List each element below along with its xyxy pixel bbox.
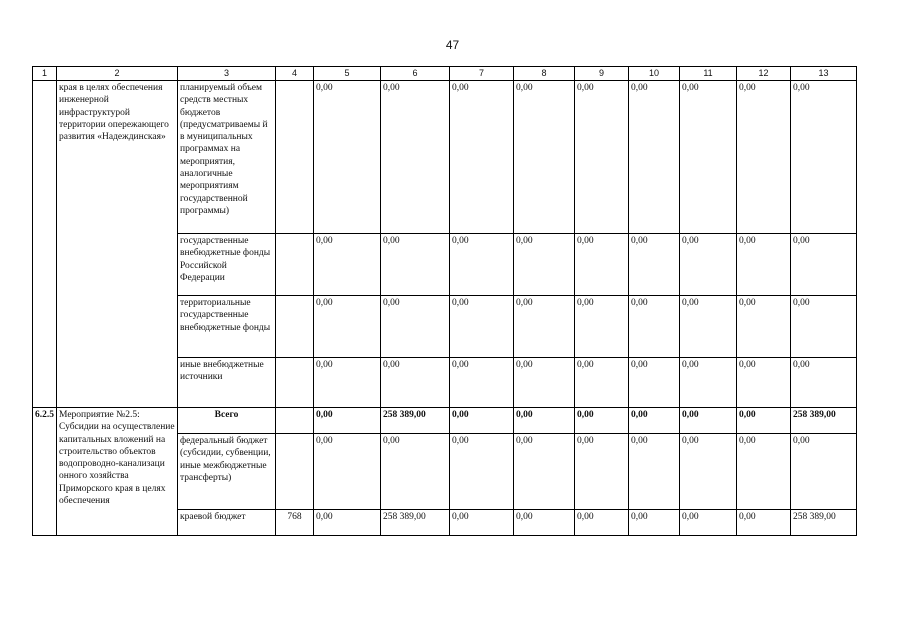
value-cell: 0,00 — [514, 81, 575, 234]
value-cell: 0,00 — [629, 408, 680, 434]
value-cell: 0,00 — [680, 81, 737, 234]
funding-source-cell: Всего — [178, 408, 276, 434]
value-cell: 0,00 — [680, 434, 737, 510]
value-cell: 258 389,00 — [791, 408, 857, 434]
table-row-total — [33, 408, 857, 434]
value-cell: 0,00 — [629, 81, 680, 234]
item-id-cell — [33, 81, 57, 408]
value-cell: 0,00 — [737, 358, 791, 408]
value-cell: 0,00 — [575, 408, 629, 434]
budget-code-cell — [276, 434, 314, 510]
value-cell: 258 389,00 — [791, 510, 857, 536]
value-cell: 0,00 — [791, 358, 857, 408]
value-cell: 0,00 — [314, 408, 381, 434]
item-id-cell: 6.2.5 — [33, 408, 57, 536]
budget-code-cell — [276, 296, 314, 358]
column-number: 1 — [33, 67, 57, 81]
value-cell: 0,00 — [450, 296, 514, 358]
value-cell: 258 389,00 — [381, 408, 450, 434]
value-cell: 0,00 — [314, 296, 381, 358]
item-name-cell: края в целях обеспечения инженерной инфраструктурой территории опережающего развития «Надеждинская» — [57, 81, 178, 408]
value-cell: 0,00 — [737, 81, 791, 234]
funding-source-cell: планируемый объем средств местных бюджетов (предусматриваемы й в муниципальных программах на мероприятия, аналогичные мероприятиям государственной программы) — [178, 81, 276, 234]
value-cell: 0,00 — [314, 510, 381, 536]
budget-table — [32, 66, 857, 536]
column-number: 5 — [314, 67, 381, 81]
value-cell: 0,00 — [514, 234, 575, 296]
budget-code-cell: 768 — [276, 510, 314, 536]
value-cell: 0,00 — [381, 296, 450, 358]
value-cell: 0,00 — [450, 81, 514, 234]
value-cell: 0,00 — [514, 358, 575, 408]
funding-source-cell: иные внебюджетные источники — [178, 358, 276, 408]
budget-code-cell — [276, 358, 314, 408]
value-cell: 0,00 — [680, 358, 737, 408]
value-cell: 0,00 — [514, 510, 575, 536]
value-cell: 0,00 — [575, 434, 629, 510]
column-number: 9 — [575, 67, 629, 81]
value-cell: 0,00 — [514, 408, 575, 434]
budget-code-cell — [276, 81, 314, 234]
value-cell: 258 389,00 — [381, 510, 450, 536]
value-cell: 0,00 — [381, 434, 450, 510]
column-number: 3 — [178, 67, 276, 81]
funding-source-cell: территориальные государственные внебюджетные фонды — [178, 296, 276, 358]
column-number: 12 — [737, 67, 791, 81]
value-cell: 0,00 — [450, 234, 514, 296]
funding-source-cell: краевой бюджет — [178, 510, 276, 536]
value-cell: 0,00 — [737, 510, 791, 536]
column-number: 6 — [381, 67, 450, 81]
item-name-cell: Мероприятие №2.5: Субсидии на осуществление капитальных вложений на строительство объектов водопроводно-канализаци онного хозяйства Приморского края в целях обеспечения — [57, 408, 178, 536]
value-cell: 0,00 — [629, 296, 680, 358]
value-cell: 0,00 — [450, 408, 514, 434]
table-row — [33, 81, 857, 234]
column-number: 10 — [629, 67, 680, 81]
column-number: 7 — [450, 67, 514, 81]
value-cell: 0,00 — [450, 510, 514, 536]
value-cell: 0,00 — [314, 434, 381, 510]
value-cell: 0,00 — [450, 434, 514, 510]
value-cell: 0,00 — [629, 358, 680, 408]
value-cell: 0,00 — [680, 296, 737, 358]
value-cell: 0,00 — [737, 434, 791, 510]
value-cell: 0,00 — [791, 234, 857, 296]
value-cell: 0,00 — [575, 234, 629, 296]
value-cell: 0,00 — [629, 434, 680, 510]
value-cell: 0,00 — [575, 81, 629, 234]
value-cell: 0,00 — [737, 296, 791, 358]
value-cell: 0,00 — [514, 434, 575, 510]
column-number: 11 — [680, 67, 737, 81]
funding-source-cell: федеральный бюджет (субсидии, субвенции, иные межбюджетные трансферты) — [178, 434, 276, 510]
value-cell: 0,00 — [737, 408, 791, 434]
value-cell: 0,00 — [381, 358, 450, 408]
budget-code-cell — [276, 234, 314, 296]
value-cell: 0,00 — [314, 234, 381, 296]
value-cell: 0,00 — [575, 296, 629, 358]
column-number: 8 — [514, 67, 575, 81]
value-cell: 0,00 — [381, 81, 450, 234]
column-numbers-row — [33, 67, 857, 81]
value-cell: 0,00 — [381, 234, 450, 296]
value-cell: 0,00 — [314, 358, 381, 408]
value-cell: 0,00 — [680, 510, 737, 536]
value-cell: 0,00 — [314, 81, 381, 234]
value-cell: 0,00 — [791, 81, 857, 234]
value-cell: 0,00 — [450, 358, 514, 408]
column-number: 4 — [276, 67, 314, 81]
value-cell: 0,00 — [737, 234, 791, 296]
page-number: 47 — [445, 38, 460, 52]
value-cell: 0,00 — [575, 358, 629, 408]
value-cell: 0,00 — [514, 296, 575, 358]
column-number: 2 — [57, 67, 178, 81]
column-number: 13 — [791, 67, 857, 81]
value-cell: 0,00 — [680, 234, 737, 296]
value-cell: 0,00 — [575, 510, 629, 536]
funding-source-cell: государственные внебюджетные фонды Российской Федерации — [178, 234, 276, 296]
value-cell: 0,00 — [791, 296, 857, 358]
value-cell: 0,00 — [791, 434, 857, 510]
budget-code-cell — [276, 408, 314, 434]
value-cell: 0,00 — [629, 234, 680, 296]
value-cell: 0,00 — [629, 510, 680, 536]
value-cell: 0,00 — [680, 408, 737, 434]
